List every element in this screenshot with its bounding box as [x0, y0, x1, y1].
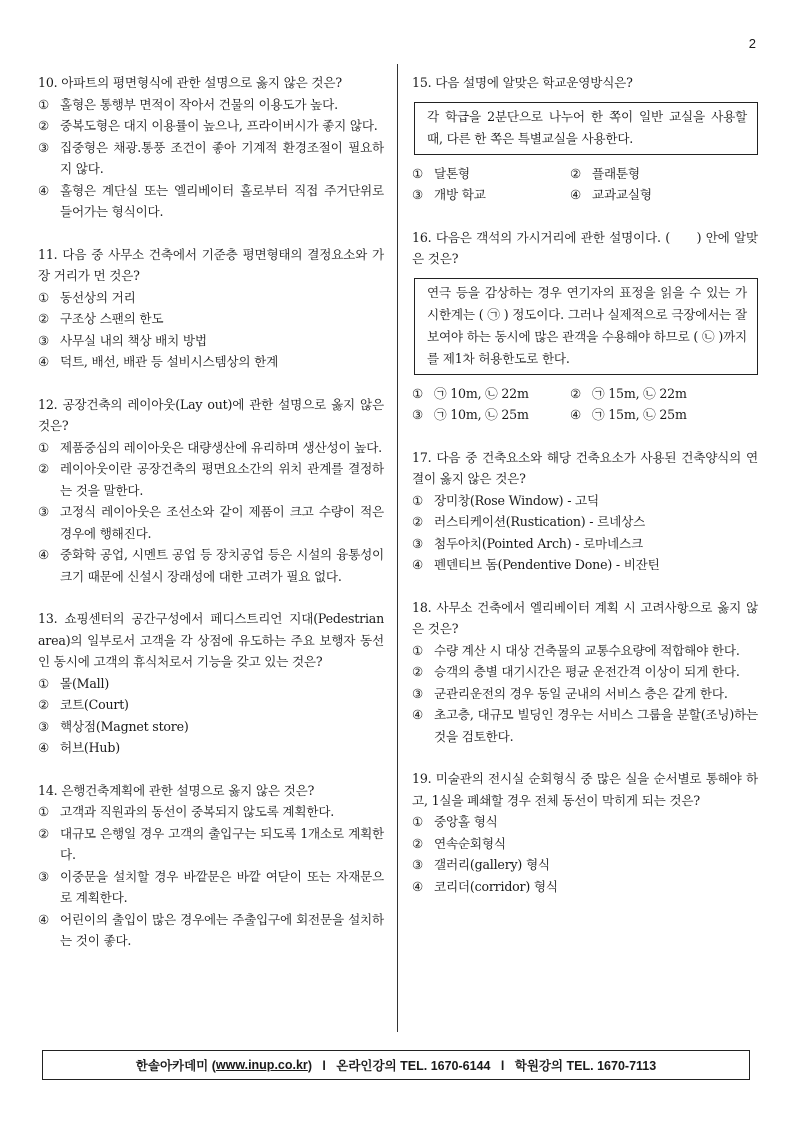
question-11 [38, 244, 384, 373]
option: ④ 초고층, 대규모 빌딩인 경우는 서비스 그룹을 분할(조닝)하는 것을 검토한다. [412, 707, 758, 744]
question-10 [38, 72, 384, 223]
option: ① 달톤형 [412, 165, 470, 181]
option: ② 플래툰형 [570, 165, 640, 181]
left-column [38, 72, 384, 973]
option: ② 중복도형은 대지 이용률이 높으나, 프라이버시가 좋지 않다. [38, 118, 378, 133]
footer-academy: 한솔아카데미 ( [135, 1059, 216, 1073]
option: ④ 교과교실형 [570, 187, 652, 202]
option: ③ 갤러리(gallery) 형식 [412, 857, 550, 872]
option: ③ 이중문을 설치할 경우 바깥문은 바깥 여닫이 또는 자재문으로 계획한다. [38, 868, 384, 905]
option: ③ 핵상점(Magnet store) [38, 718, 189, 734]
question-box: 연극 등을 감상하는 경우 연기자의 표정을 읽을 수 있는 가시한계는 ( ㉠ ) 정도이다. 그러나 실제적으로 극장에서는 잘 보여야 하는 동시에 많은 관객을 수용해야 하므로 ( ㉡ )까지를 제1차 허용한도로 한다. [414, 278, 758, 375]
question-12 [38, 394, 384, 588]
question-title: 10. 아파트의 평면형식에 관한 설명으로 옳지 않은 것은? [38, 75, 342, 90]
option: ② 연속순회형식 [412, 835, 506, 851]
footer-banner [42, 1050, 750, 1080]
option: ④ 허브(Hub) [38, 740, 120, 755]
option: ① 동선상의 거리 [38, 289, 136, 305]
footer-url-link[interactable]: www.inup.co.kr [215, 1058, 308, 1072]
question-title: 11. 다음 중 사무소 건축에서 기준층 평면형태의 결정요소와 가장 거리가 먼 것은? [38, 246, 384, 283]
option: ④ 코리더(corridor) 형식 [412, 878, 558, 894]
option-grid [412, 383, 758, 426]
question-title: 13. 쇼핑센터의 공간구성에서 페디스트리언 지대(Pedestrian area)의 일부로서 고객을 각 상점에 유도하는 주요 보행자 동선인 동시에 고객의 휴식처로서 기능을 갖고 있는 것은? [38, 611, 384, 669]
question-title: 18. 사무소 건축에서 엘리베이터 계획 시 고려사항으로 옳지 않은 것은? [412, 599, 758, 636]
question-box: 각 학급을 2분단으로 나누어 한 쪽이 일반 교실을 사용할 때, 다른 한 쪽은 특별교실을 사용한다. [414, 102, 758, 155]
option: ① 제품중심의 레이아웃은 대량생산에 유리하며 생산성이 높다. [38, 439, 382, 455]
question-title: 15. 다음 설명에 알맞은 학교운영방식은? [412, 75, 633, 90]
option: ① 고객과 직원과의 동선이 중복되지 않도록 계획한다. [38, 804, 335, 819]
option: ④ 중화학 공업, 시멘트 공업 등 장치공업 등은 시설의 융통성이 크기 때문에 신설시 장래성에 대한 고려가 필요 없다. [38, 547, 384, 584]
option: ① 홀형은 통행부 면적이 작아서 건물의 이용도가 높다. [38, 96, 338, 112]
question-19 [412, 768, 758, 897]
option: ① 수량 계산 시 대상 건축물의 교통수요량에 적합해야 한다. [412, 642, 740, 658]
option: ③ 개방 학교 [412, 187, 486, 202]
option: ① 장미창(Rose Window) - 고딕 [412, 492, 599, 508]
option: ③ 집중형은 채광.통풍 조건이 좋아 기계적 환경조절이 필요하지 않다. [38, 139, 384, 176]
option: ③ 첨두아치(Pointed Arch) - 로마네스크 [412, 535, 643, 551]
option-grid [412, 163, 758, 206]
footer-contacts: ) l 온라인강의 TEL. 1670-6144 l 학원강의 TEL. 1670-7113 [307, 1059, 657, 1073]
option: ③ 군관리운전의 경우 동일 군내의 서비스 층은 같게 한다. [412, 685, 728, 701]
option: ② 레이아웃이란 공장건축의 평면요소간의 위치 관계를 결정하는 것을 말한다. [38, 461, 384, 498]
question-17 [412, 447, 758, 576]
question-title: 19. 미술관의 전시실 순회형식 중 많은 실을 순서별로 통해야 하고, 1실을 폐쇄할 경우 전체 동선이 막히게 되는 것은? [412, 771, 758, 808]
option: ① 몰(Mall) [38, 675, 110, 691]
question-16 [412, 227, 758, 426]
question-title: 16. 다음은 객석의 가시거리에 관한 설명이다. ( ) 안에 알맞은 것은? [412, 229, 758, 266]
option: ② 구조상 스팬의 한도 [38, 311, 164, 326]
question-title: 14. 은행건축계획에 관한 설명으로 옳지 않은 것은? [38, 782, 315, 798]
question-18 [412, 597, 758, 748]
option: ① ㉠ 10m, ㉡ 22m [412, 385, 529, 401]
option: ④ 홀형은 계단실 또는 엘리베이터 홀로부터 직접 주거단위로 들어가는 형식이다. [38, 182, 384, 219]
option: ④ 펜덴티브 돔(Pendentive Done) - 비잔틴 [412, 557, 660, 572]
question-15 [412, 72, 758, 206]
option: ② 코트(Court) [38, 697, 129, 712]
option: ② ㉠ 15m, ㉡ 22m [570, 385, 687, 401]
question-title: 17. 다음 중 건축요소와 해당 건축요소가 사용된 건축양식의 연결이 옳지 않은 것은? [412, 449, 758, 486]
option: ① 중앙홀 형식 [412, 814, 498, 829]
question-title: 12. 공장건축의 레이아웃(Lay out)에 관한 설명으로 옳지 않은 것은? [38, 396, 384, 433]
question-14 [38, 780, 384, 952]
option: ④ 덕트, 배선, 배관 등 설비시스템상의 한계 [38, 354, 279, 369]
option: ③ 사무실 내의 책상 배치 방법 [38, 332, 207, 348]
option: ④ ㉠ 15m, ㉡ 25m [570, 407, 687, 422]
option: ② 대규모 은행일 경우 고객의 출입구는 되도록 1개소로 계획한다. [38, 825, 384, 862]
question-13 [38, 608, 384, 759]
option: ② 러스티케이션(Rustication) - 르네상스 [412, 514, 646, 529]
option: ④ 어린이의 출입이 많은 경우에는 주출입구에 회전문을 설치하는 것이 좋다. [38, 911, 384, 948]
option: ③ 고정식 레이아웃은 조선소와 같이 제품이 크고 수량이 적은 경우에 행해진다. [38, 504, 384, 541]
right-questions [412, 447, 758, 898]
page-number: 2 [748, 36, 756, 51]
column-divider [397, 64, 398, 1032]
option: ③ ㉠ 10m, ㉡ 25m [412, 407, 529, 422]
option: ② 승객의 층별 대기시간은 평균 운전간격 이상이 되게 한다. [412, 664, 740, 679]
right-column [412, 72, 758, 918]
